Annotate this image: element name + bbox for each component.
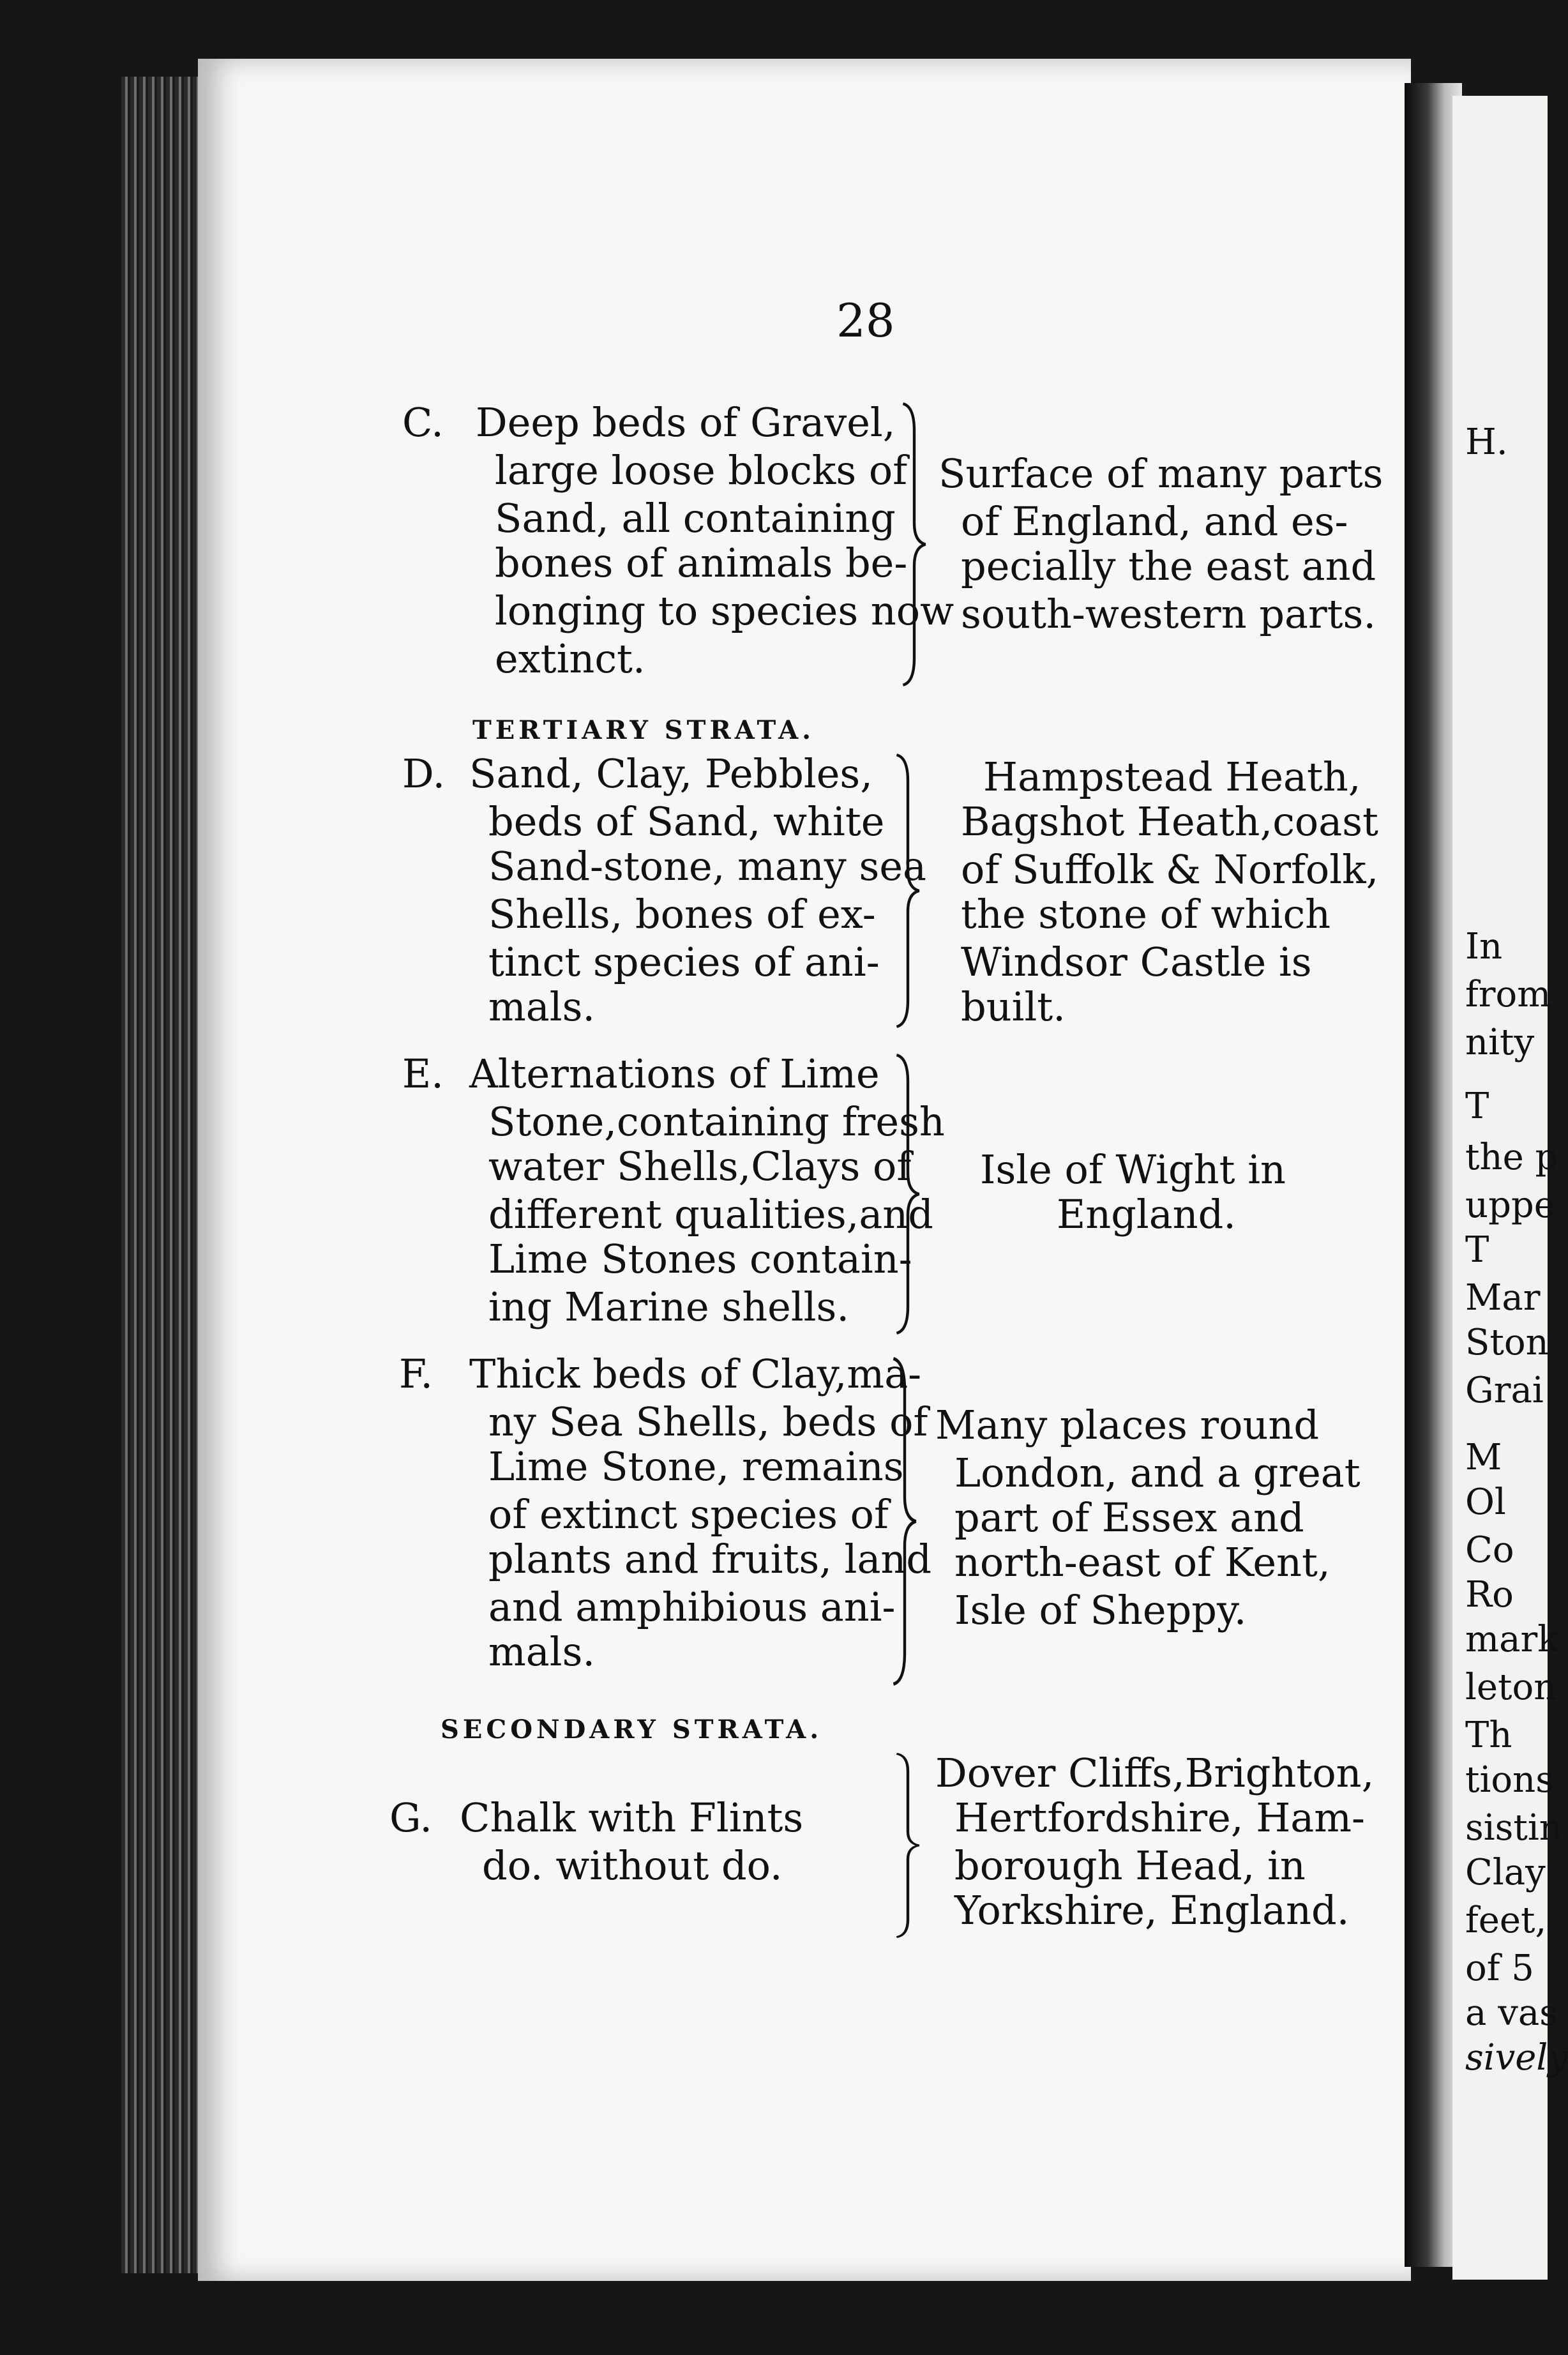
facing-page-text: feet, — [1465, 1900, 1547, 1941]
entry-letter: E. — [402, 1050, 444, 1097]
facing-page-text: nity — [1465, 1022, 1535, 1063]
facing-page-text: leton — [1465, 1667, 1557, 1708]
entry-right-line: built. — [961, 983, 1066, 1030]
entry-left-line: ing Marine shells. — [488, 1284, 850, 1330]
facing-page-text: Ston — [1465, 1322, 1549, 1363]
entry-left-line: Sand-stone, many sea — [488, 843, 926, 890]
brace — [894, 1753, 922, 1938]
facing-page-text: the p — [1465, 1137, 1558, 1178]
section-heading: SECONDARY STRATA. — [441, 1715, 823, 1745]
facing-page-text: Ro — [1465, 1574, 1514, 1616]
entry-left-line: Lime Stone, remains — [488, 1443, 904, 1490]
entry-right-line: Dover Cliffs,Brighton, — [935, 1750, 1375, 1796]
entry-left-line: large loose blocks of — [495, 447, 908, 494]
entry-left-line: Thick beds of Clay,ma- — [469, 1351, 922, 1397]
entry-right-line: of Suffolk & Norfolk, — [961, 846, 1379, 893]
entry-left-line: extinct. — [495, 635, 645, 682]
entry-right-line: borough Head, in — [954, 1842, 1306, 1889]
book-fore-edge — [121, 77, 211, 2273]
entry-right-line: Surface of many parts — [939, 450, 1383, 497]
entry-right-line: England. — [1057, 1191, 1236, 1238]
entry-left-line: mals. — [488, 1628, 596, 1675]
entry-right-line: London, and a great — [954, 1450, 1361, 1496]
entry-letter: G. — [389, 1794, 433, 1841]
entry-right-line: of England, and es- — [961, 498, 1348, 545]
facing-page-text: T — [1465, 1086, 1489, 1127]
facing-page-text: sistin — [1465, 1807, 1562, 1849]
entry-letter: F. — [399, 1351, 433, 1397]
facing-page-text: H. — [1465, 421, 1508, 463]
entry-left-line: Stone,containing fresh — [488, 1098, 945, 1145]
facing-page — [1452, 96, 1568, 2280]
entry-right-line: the stone of which — [961, 891, 1331, 937]
entry-letter: D. — [402, 750, 446, 797]
entry-left-line: and amphibious ani- — [488, 1584, 896, 1630]
entry-left-line: mals. — [488, 983, 596, 1030]
facing-page-text: In — [1465, 926, 1503, 967]
entry-left-line: ny Sea Shells, beds of — [488, 1398, 928, 1445]
entry-left-line: beds of Sand, white — [488, 798, 885, 845]
entry-right-line: Windsor Castle is — [961, 939, 1312, 985]
entry-left-line: do. without do. — [482, 1842, 783, 1889]
entry-left-line: Lime Stones contain- — [488, 1236, 912, 1282]
facing-page-text: from — [1465, 974, 1551, 1015]
entry-left-line: plants and fruits, land — [488, 1536, 932, 1582]
facing-page-text: Th — [1465, 1715, 1512, 1756]
entry-right-line: Many places round — [935, 1402, 1320, 1448]
entry-letter: C. — [402, 399, 444, 446]
facing-page-text: Mar — [1465, 1277, 1541, 1319]
page-number: 28 — [836, 294, 895, 347]
entry-left-line: Chalk with Flints — [460, 1794, 804, 1841]
facing-page-text: Co — [1465, 1529, 1514, 1571]
facing-page-text: of 5 — [1465, 1948, 1534, 1989]
facing-page-text: Clay — [1465, 1852, 1546, 1893]
entry-left-line: Deep beds of Gravel, — [476, 399, 896, 446]
entry-left-line: bones of animals be- — [495, 540, 908, 586]
entry-left-line: Shells, bones of ex- — [488, 891, 876, 937]
entry-right-line: Yorkshire, England. — [954, 1887, 1350, 1934]
facing-page-text: Ol — [1465, 1481, 1506, 1523]
facing-page-text: mark — [1465, 1619, 1560, 1660]
facing-page-text: tions — [1465, 1759, 1554, 1801]
entry-left-line: water Shells,Clays of — [488, 1143, 912, 1190]
entry-right-line: pecially the east and — [961, 543, 1376, 589]
entry-right-line: south-western parts. — [961, 591, 1376, 637]
facing-page-text: T — [1465, 1229, 1489, 1271]
brace — [894, 753, 922, 1028]
entry-left-line: different qualities,and — [488, 1191, 933, 1238]
entry-right-line: Hampstead Heath, — [983, 753, 1361, 800]
section-heading: TERTIARY STRATA. — [472, 715, 815, 745]
entry-right-line: Hertfordshire, Ham- — [954, 1794, 1366, 1841]
facing-page-text: a vas — [1465, 1992, 1558, 2034]
facing-page-text: sively — [1465, 2037, 1568, 2079]
entry-left-line: Alternations of Lime — [469, 1050, 880, 1097]
entry-right-line: Bagshot Heath,coast — [961, 798, 1378, 845]
entry-left-line: tinct species of ani- — [488, 939, 880, 985]
brace — [894, 1054, 922, 1335]
entry-right-line: north-east of Kent, — [954, 1539, 1331, 1586]
entry-left-line: Sand, Clay, Pebbles, — [469, 750, 873, 797]
entry-left-line: Sand, all containing — [495, 495, 896, 541]
entry-left-line: of extinct species of — [488, 1491, 889, 1538]
brace — [900, 402, 928, 686]
brace — [891, 1357, 919, 1686]
entry-right-line: Isle of Wight in — [980, 1146, 1286, 1193]
facing-page-text: Grai — [1465, 1370, 1544, 1411]
entry-right-line: Isle of Sheppy. — [954, 1587, 1247, 1633]
entry-left-line: longing to species now — [495, 587, 954, 634]
facing-page-text: uppe — [1465, 1185, 1555, 1226]
entry-right-line: part of Essex and — [954, 1494, 1304, 1541]
facing-page-text: M — [1465, 1437, 1502, 1478]
